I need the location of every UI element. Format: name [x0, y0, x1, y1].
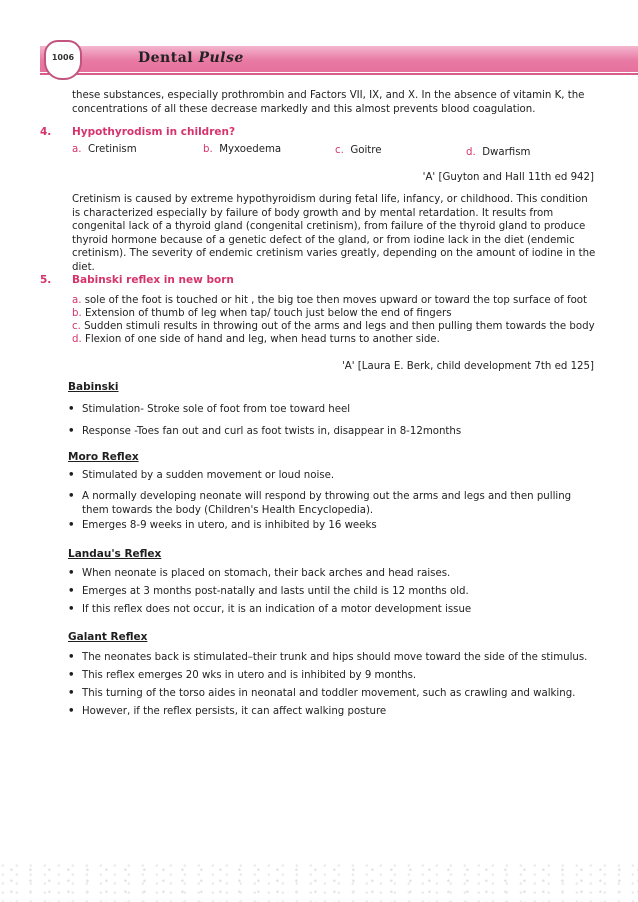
q5-option-d: [72, 333, 440, 346]
option-text: sole of the foot is touched or hit , the big toe then moves upward or toward the top surface of foot: [84, 295, 588, 306]
q4-explanation: Cretinism is caused by extreme hypothyroidism during fetal life, infancy, or childhood. This condition is characterized especially by failure of body growth and by mental retardation. It results from congenital lack of a thyroid gland (congenital cretinism), from failure of the thyroid gland to produce thyroid hormone because of a genetic defect of the gland, or from iodine lack in the diet (endemic cretinism). The severity of endemic cretinism varies greatly, depending on the amount of iodine in the diet.: [72, 194, 596, 273]
list-item: [68, 669, 598, 683]
q5-answer: 'A' [Laura E. Berk, child development 7th ed 125]: [342, 361, 594, 372]
option-letter: d.: [466, 147, 476, 158]
q5-option-b: [72, 307, 452, 320]
list-item: [68, 705, 598, 719]
question-5-text: Babinski reflex in new born: [72, 274, 234, 286]
q4-answer: 'A' [Guyton and Hall 11th ed 942]: [422, 172, 594, 183]
bullet-dot-icon: •: [68, 404, 75, 415]
list-item-text: Emerges at 3 months post-natally and lasts until the child is 12 months old.: [82, 586, 469, 597]
landau-heading: Landau's Reflex: [68, 548, 162, 560]
bullet-dot-icon: •: [68, 706, 75, 717]
bullet-dot-icon: •: [68, 520, 75, 531]
option-letter: a.: [72, 144, 82, 155]
list-item-text: Stimulation- Stroke sole of foot from toe toward heel: [82, 404, 351, 415]
q5-option-a: [72, 294, 587, 307]
bullet-dot-icon: •: [68, 426, 75, 437]
intro-paragraph: these substances, especially prothrombin and Factors VII, IX, and X. In the absence of vitamin K, the concentrations of all these decrease markedly and this almost prevents blood coagulation.: [72, 90, 585, 115]
brand-main: Dental: [138, 50, 199, 66]
q4-option-a: [72, 144, 137, 155]
option-text: Goitre: [350, 145, 382, 156]
q5-option-c: [72, 320, 595, 333]
bullet-dot-icon: •: [68, 652, 75, 663]
option-letter: b.: [203, 144, 213, 155]
question-4-number: 4.: [40, 126, 52, 138]
list-item: [68, 519, 598, 533]
bullet-dot-icon: •: [68, 670, 75, 681]
option-letter: c.: [72, 321, 81, 332]
babinski-heading: Babinski: [68, 381, 119, 393]
list-item-text: When neonate is placed on stomach, their back arches and head raises.: [82, 568, 451, 579]
bullet-dot-icon: •: [68, 604, 75, 615]
list-item-text: If this reflex does not occur, it is an indication of a motor development issue: [82, 604, 472, 615]
list-item: [68, 469, 598, 483]
list-item: [68, 687, 598, 701]
bullet-dot-icon: •: [68, 568, 75, 579]
list-item-text: Response -Toes fan out and curl as foot twists in, disappear in 8-12months: [82, 426, 462, 437]
option-letter: a.: [72, 295, 82, 306]
q4-option-c: [335, 145, 382, 156]
brand-title: [138, 50, 244, 66]
list-item: [68, 603, 598, 617]
list-item-text: However, if the reflex persists, it can affect walking posture: [82, 706, 387, 717]
moro-heading: Moro Reflex: [68, 451, 139, 463]
list-item: [68, 651, 598, 665]
list-item-text: The neonates back is stimulated–their trunk and hips should move toward the side of the stimulus.: [82, 652, 588, 663]
option-letter: c.: [335, 145, 344, 156]
list-item-text: This turning of the torso aides in neonatal and toddler movement, such as crawling and walking.: [82, 688, 576, 699]
list-item-text: A normally developing neonate will respond by throwing out the arms and legs and then pulling them towards the body (Children's Health Encyclopedia).: [82, 491, 572, 516]
header-band: [40, 46, 638, 72]
bullet-dot-icon: •: [68, 491, 75, 502]
list-item: [68, 425, 598, 439]
option-text: Dwarfism: [482, 147, 531, 158]
bullet-dot-icon: •: [68, 688, 75, 699]
q4-option-b: [203, 144, 281, 155]
footer-texture: [0, 862, 638, 902]
list-item: [68, 403, 598, 417]
option-text: Flexion of one side of hand and leg, when head turns to another side.: [84, 334, 440, 345]
list-item-text: Emerges 8-9 weeks in utero, and is inhibited by 16 weeks: [82, 520, 377, 531]
q4-option-d: [466, 147, 530, 158]
option-text: Sudden stimuli results in throwing out of the arms and legs and then pulling them towards the body: [84, 321, 595, 332]
question-5-number: 5.: [40, 274, 52, 286]
option-text: Extension of thumb of leg when tap/ touch just below the end of fingers: [84, 308, 452, 319]
option-letter: d.: [72, 334, 82, 345]
page-number: 1006: [51, 53, 75, 62]
list-item-text: This reflex emerges 20 wks in utero and is inhibited by 9 months.: [82, 670, 417, 681]
option-text: Cretinism: [87, 144, 137, 155]
brand-italic: Pulse: [198, 50, 244, 66]
bullet-dot-icon: •: [68, 470, 75, 481]
bullet-dot-icon: •: [68, 586, 75, 597]
list-item: [68, 490, 598, 517]
list-item: [68, 585, 598, 599]
option-letter: b.: [72, 308, 82, 319]
galant-heading: Galant Reflex: [68, 631, 148, 643]
question-4-text: Hypothyrodism in children?: [72, 126, 236, 138]
list-item-text: Stimulated by a sudden movement or loud noise.: [82, 470, 335, 481]
option-text: Myxoedema: [219, 144, 282, 155]
list-item: [68, 567, 598, 581]
